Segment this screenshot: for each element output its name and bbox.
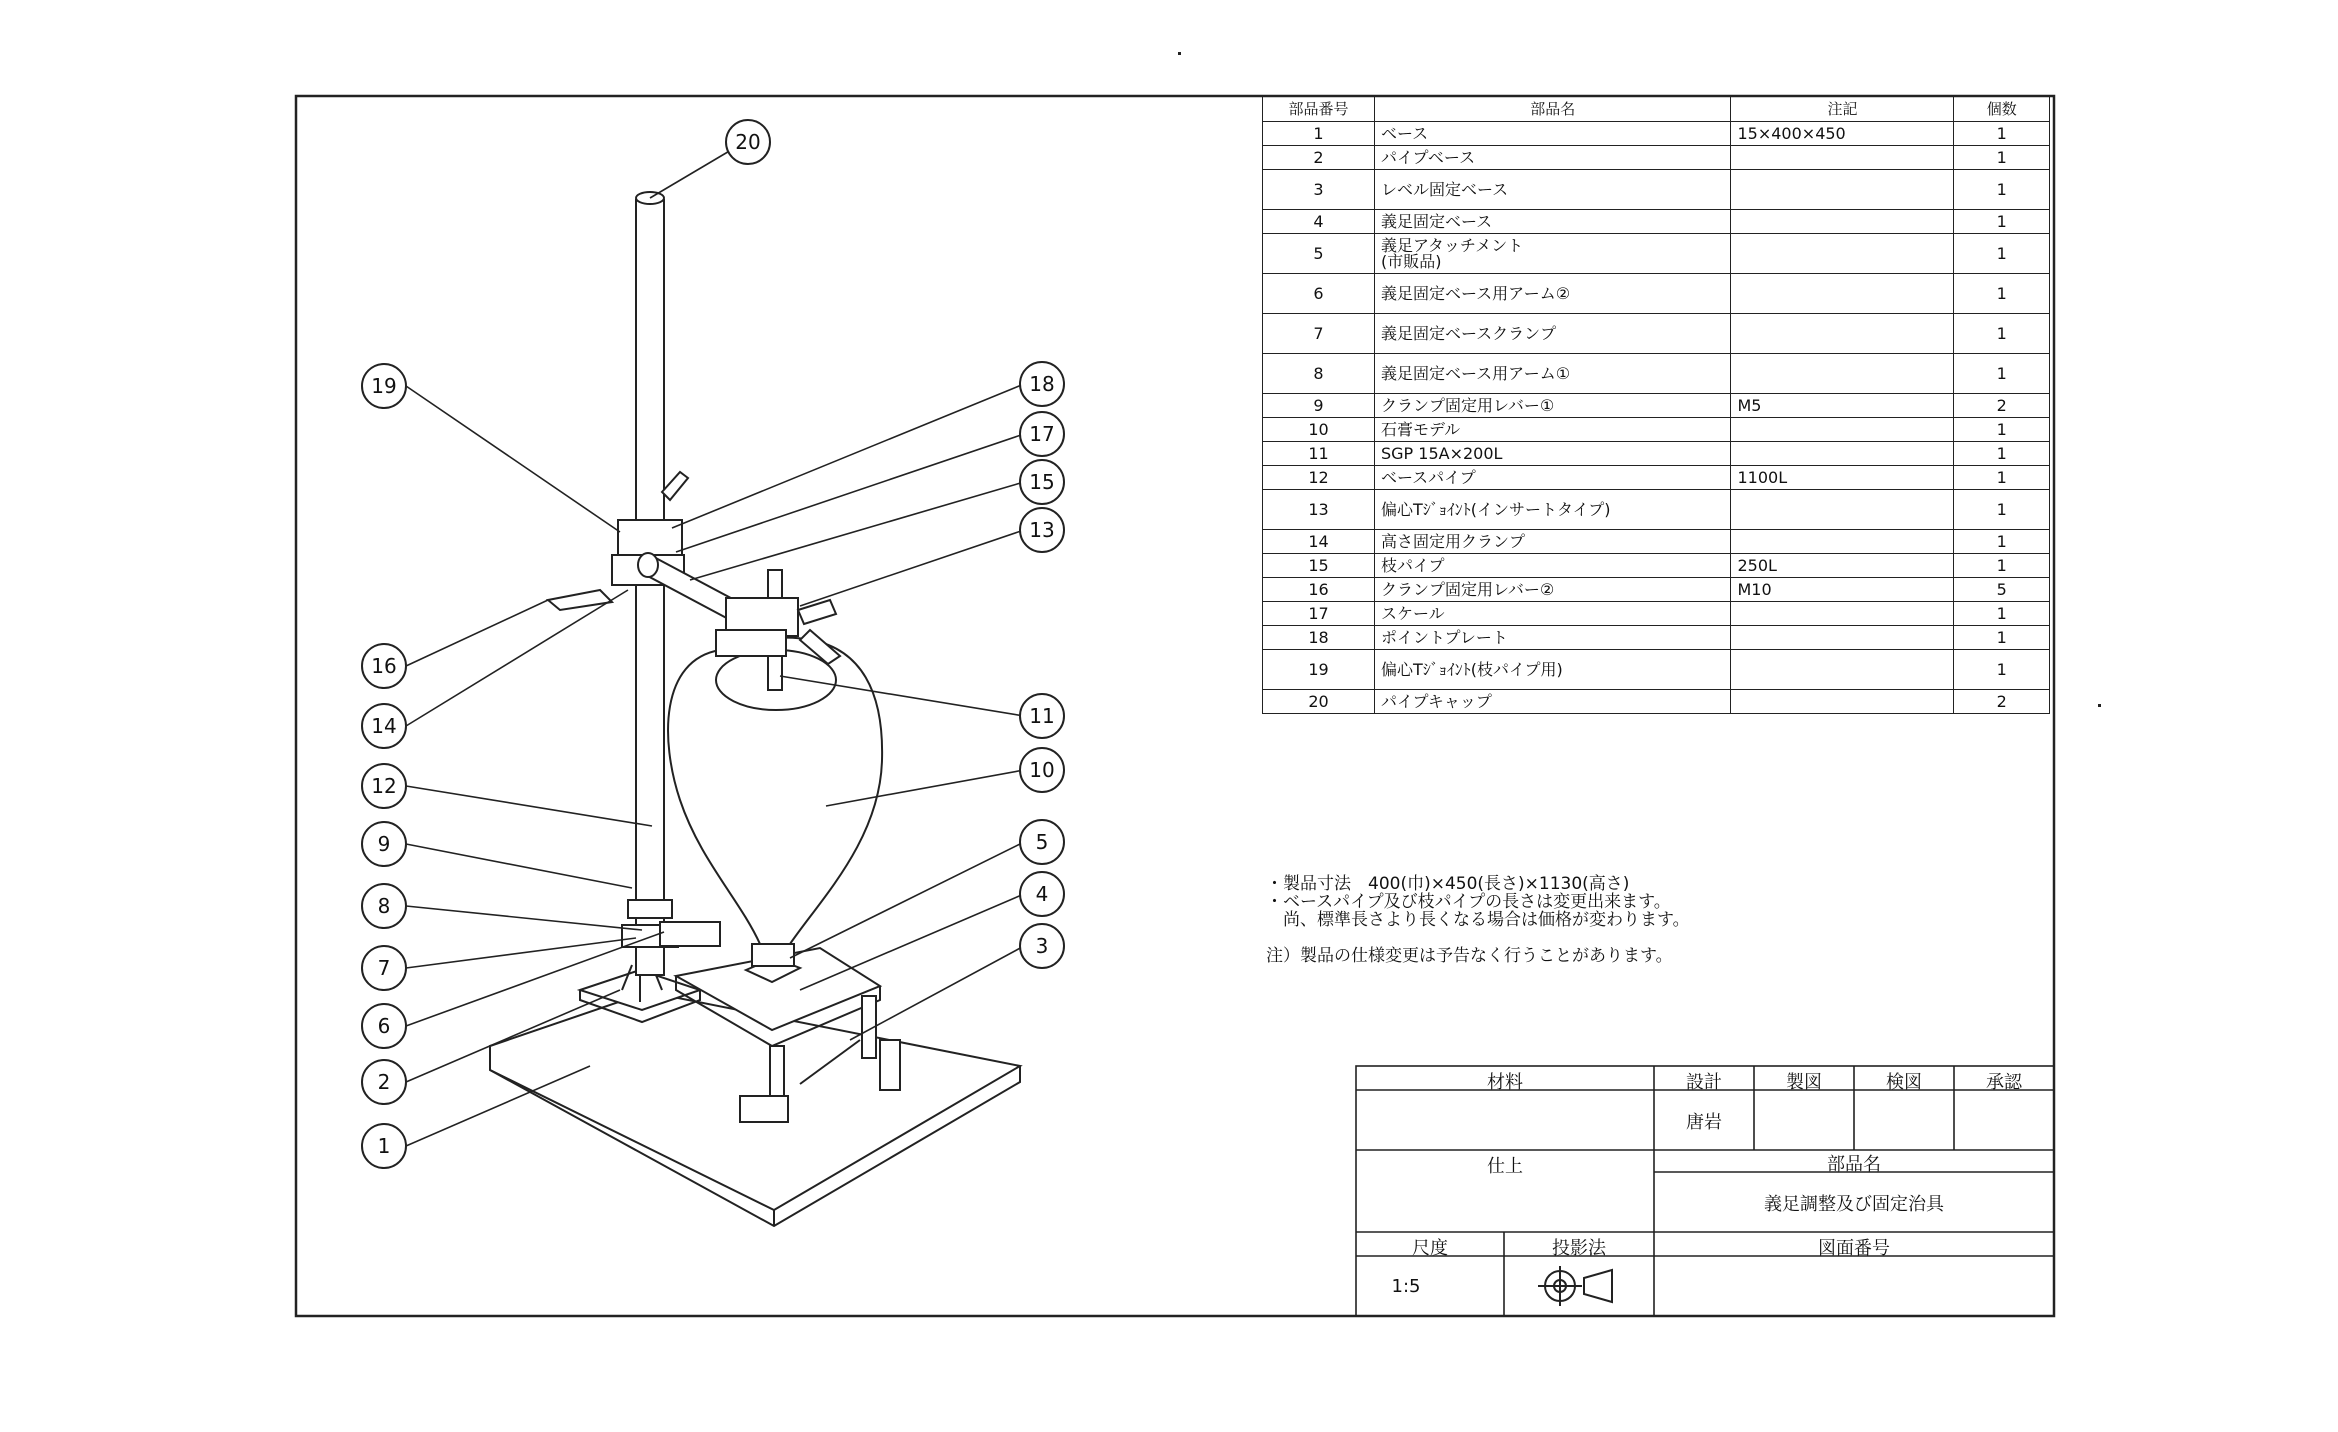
part-note-cell: 1100L bbox=[1731, 466, 1954, 490]
callout-8 bbox=[362, 884, 406, 928]
callout-2 bbox=[362, 1060, 406, 1104]
scale-value: 1:5 bbox=[1391, 1276, 1421, 1297]
part-qty-cell: 1 bbox=[1954, 554, 2050, 578]
speck bbox=[1178, 52, 1181, 55]
part-no-cell: 13 bbox=[1263, 490, 1375, 530]
callout-7-label: 7 bbox=[377, 956, 391, 980]
projection-label: 投影法 bbox=[1552, 1238, 1606, 1259]
part-name-cell: クランプ固定用レバー② bbox=[1374, 578, 1731, 602]
parts-table-row bbox=[1263, 274, 2050, 314]
parts-list-table bbox=[1262, 96, 2050, 714]
part-qty-cell: 2 bbox=[1954, 690, 2050, 714]
parts-table-row bbox=[1263, 578, 2050, 602]
part-note-cell bbox=[1731, 418, 1954, 442]
part-name-cell: 高さ固定用クランプ bbox=[1374, 530, 1731, 554]
note-dimensions: ・製品寸法 400(巾)×450(長さ)×1130(高さ) bbox=[1266, 874, 1630, 894]
part-qty-cell: 1 bbox=[1954, 490, 2050, 530]
title-block bbox=[1356, 1066, 2054, 1316]
header-part-no: 部品番号 bbox=[1263, 97, 1375, 122]
callout-11 bbox=[1020, 694, 1064, 738]
parts-table-row bbox=[1263, 418, 2050, 442]
approval-label: 承認 bbox=[1986, 1072, 2022, 1093]
part-note-cell bbox=[1731, 170, 1954, 210]
part-qty-cell: 1 bbox=[1954, 650, 2050, 690]
part-note-cell bbox=[1731, 234, 1954, 274]
callout-18 bbox=[1020, 362, 1064, 406]
callout-19-label: 19 bbox=[371, 374, 397, 398]
header-note: 注記 bbox=[1731, 97, 1954, 122]
callout-14-label: 14 bbox=[371, 714, 397, 738]
inspection-label: 検図 bbox=[1886, 1072, 1922, 1093]
callout-3 bbox=[1020, 924, 1064, 968]
part-name-cell: 偏心Tｼﾞｮｲﾝﾄ(インサートタイプ) bbox=[1374, 490, 1731, 530]
finish-label: 仕上 bbox=[1487, 1156, 1523, 1177]
parts-table-body bbox=[1263, 122, 2050, 714]
design-label: 設計 bbox=[1686, 1072, 1722, 1093]
part-no-cell: 11 bbox=[1263, 442, 1375, 466]
part-note-cell bbox=[1731, 274, 1954, 314]
parts-table-row bbox=[1263, 210, 2050, 234]
callout-13 bbox=[1020, 508, 1064, 552]
part-no-cell: 4 bbox=[1263, 210, 1375, 234]
callout-12 bbox=[362, 764, 406, 808]
part-qty-cell: 2 bbox=[1954, 394, 2050, 418]
part-note-cell bbox=[1731, 442, 1954, 466]
part-no-cell: 7 bbox=[1263, 314, 1375, 354]
part-no-cell: 1 bbox=[1263, 122, 1375, 146]
part-qty-cell: 1 bbox=[1954, 626, 2050, 650]
callout-9-label: 9 bbox=[377, 832, 391, 856]
part-qty-cell: 1 bbox=[1954, 530, 2050, 554]
part-qty-cell: 1 bbox=[1954, 354, 2050, 394]
part-name-cell: ポイントプレート bbox=[1374, 626, 1731, 650]
part-qty-cell: 1 bbox=[1954, 466, 2050, 490]
part-name-cell: レベル固定ベース bbox=[1374, 170, 1731, 210]
part-no-cell: 9 bbox=[1263, 394, 1375, 418]
part-note-cell bbox=[1731, 602, 1954, 626]
callout-4-label: 4 bbox=[1035, 882, 1049, 906]
callout-6-label: 6 bbox=[377, 1014, 391, 1038]
callout-2-label: 2 bbox=[377, 1070, 391, 1094]
part-name-cell: 義足固定ベース用アーム① bbox=[1374, 354, 1731, 394]
part-note-cell bbox=[1731, 626, 1954, 650]
part-no-cell: 14 bbox=[1263, 530, 1375, 554]
parts-table-row bbox=[1263, 530, 2050, 554]
parts-table-row bbox=[1263, 234, 2050, 274]
callout-15 bbox=[1020, 460, 1064, 504]
callout-16-label: 16 bbox=[371, 654, 397, 678]
callout-10-label: 10 bbox=[1029, 758, 1055, 782]
base-pipe bbox=[636, 200, 664, 975]
callout-3-label: 3 bbox=[1035, 934, 1049, 958]
part-no-cell: 5 bbox=[1263, 234, 1375, 274]
part-note-cell: M10 bbox=[1731, 578, 1954, 602]
part-name-label: 部品名 bbox=[1827, 1154, 1881, 1175]
part-name-cell: SGP 15A×200L bbox=[1374, 442, 1731, 466]
callout-14 bbox=[362, 704, 406, 748]
callout-15-label: 15 bbox=[1029, 470, 1055, 494]
part-no-cell: 18 bbox=[1263, 626, 1375, 650]
part-name-value: 義足調整及び固定治具 bbox=[1764, 1194, 1944, 1215]
part-name-cell: パイプキャップ bbox=[1374, 690, 1731, 714]
callout-1 bbox=[362, 1124, 406, 1168]
callout-17 bbox=[1020, 412, 1064, 456]
callout-17-label: 17 bbox=[1029, 422, 1055, 446]
part-name-cell: 義足固定ベース bbox=[1374, 210, 1731, 234]
part-no-cell: 19 bbox=[1263, 650, 1375, 690]
parts-table-row bbox=[1263, 122, 2050, 146]
part-qty-cell: 1 bbox=[1954, 418, 2050, 442]
part-no-cell: 3 bbox=[1263, 170, 1375, 210]
part-qty-cell: 1 bbox=[1954, 210, 2050, 234]
callout-10 bbox=[1020, 748, 1064, 792]
part-note-cell: M5 bbox=[1731, 394, 1954, 418]
parts-table-row bbox=[1263, 442, 2050, 466]
part-name-cell: パイプベース bbox=[1374, 146, 1731, 170]
note-spec-change: 注）製品の仕様変更は予告なく行うことがあります。 bbox=[1266, 946, 1673, 966]
part-no-cell: 20 bbox=[1263, 690, 1375, 714]
part-no-cell: 12 bbox=[1263, 466, 1375, 490]
callout-12-label: 12 bbox=[371, 774, 397, 798]
note-price-change: 尚、標準長さより長くなる場合は価格が変わります。 bbox=[1266, 910, 1690, 930]
part-note-cell bbox=[1731, 690, 1954, 714]
assembly-drawing bbox=[490, 192, 1020, 1226]
parts-table-row bbox=[1263, 146, 2050, 170]
material-label: 材料 bbox=[1487, 1072, 1523, 1093]
part-name-cell: 偏心Tｼﾞｮｲﾝﾄ(枝パイプ用) bbox=[1374, 650, 1731, 690]
parts-table-row bbox=[1263, 466, 2050, 490]
callout-5-label: 5 bbox=[1035, 830, 1049, 854]
callout-9 bbox=[362, 822, 406, 866]
part-no-cell: 2 bbox=[1263, 146, 1375, 170]
callout-7 bbox=[362, 946, 406, 990]
part-qty-cell: 1 bbox=[1954, 146, 2050, 170]
part-qty-cell: 1 bbox=[1954, 234, 2050, 274]
part-name-cell: 義足固定ベース用アーム② bbox=[1374, 274, 1731, 314]
drawing-no-label: 図面番号 bbox=[1818, 1238, 1890, 1259]
part-note-cell: 250L bbox=[1731, 554, 1954, 578]
part-qty-cell: 1 bbox=[1954, 602, 2050, 626]
part-note-cell bbox=[1731, 314, 1954, 354]
callout-20-label: 20 bbox=[735, 130, 761, 154]
part-no-cell: 16 bbox=[1263, 578, 1375, 602]
part-no-cell: 15 bbox=[1263, 554, 1375, 578]
parts-table-row bbox=[1263, 490, 2050, 530]
callout-19 bbox=[362, 364, 406, 408]
parts-table-row bbox=[1263, 394, 2050, 418]
part-no-cell: 8 bbox=[1263, 354, 1375, 394]
parts-table-row bbox=[1263, 554, 2050, 578]
parts-table-row bbox=[1263, 650, 2050, 690]
header-qty: 個数 bbox=[1954, 97, 2050, 122]
drafting-label: 製図 bbox=[1786, 1072, 1822, 1093]
parts-table-row bbox=[1263, 354, 2050, 394]
part-qty-cell: 5 bbox=[1954, 578, 2050, 602]
part-note-cell bbox=[1731, 650, 1954, 690]
part-qty-cell: 1 bbox=[1954, 314, 2050, 354]
part-name-cell: 義足アタッチメント (市販品) bbox=[1374, 234, 1731, 274]
part-name-cell: 義足固定ベースクランプ bbox=[1374, 314, 1731, 354]
callout-16 bbox=[362, 644, 406, 688]
part-note-cell bbox=[1731, 530, 1954, 554]
header-part-name: 部品名 bbox=[1374, 97, 1731, 122]
callout-1-label: 1 bbox=[377, 1134, 391, 1158]
part-name-cell: 石膏モデル bbox=[1374, 418, 1731, 442]
callout-4 bbox=[1020, 872, 1064, 916]
part-note-cell bbox=[1731, 146, 1954, 170]
part-name-cell: ベースパイプ bbox=[1374, 466, 1731, 490]
part-no-cell: 17 bbox=[1263, 602, 1375, 626]
callout-8-label: 8 bbox=[377, 894, 391, 918]
part-note-cell bbox=[1731, 210, 1954, 234]
designer-name: 唐岩 bbox=[1686, 1112, 1722, 1133]
speck bbox=[2098, 704, 2101, 707]
parts-table-header bbox=[1263, 97, 2050, 122]
scale-label: 尺度 bbox=[1412, 1238, 1448, 1259]
note-length-change: ・ベースパイプ及び枝パイプの長さは変更出来ます。 bbox=[1266, 892, 1671, 912]
callout-6 bbox=[362, 1004, 406, 1048]
part-name-cell: スケール bbox=[1374, 602, 1731, 626]
part-note-cell bbox=[1731, 354, 1954, 394]
part-name-cell: 枝パイプ bbox=[1374, 554, 1731, 578]
part-note-cell: 15×400×450 bbox=[1731, 122, 1954, 146]
part-qty-cell: 1 bbox=[1954, 274, 2050, 314]
part-name-cell: ベース bbox=[1374, 122, 1731, 146]
part-qty-cell: 1 bbox=[1954, 122, 2050, 146]
callout-5 bbox=[1020, 820, 1064, 864]
callout-11-label: 11 bbox=[1029, 704, 1055, 728]
callout-13-label: 13 bbox=[1029, 518, 1055, 542]
part-qty-cell: 1 bbox=[1954, 442, 2050, 466]
part-note-cell bbox=[1731, 490, 1954, 530]
part-name-cell: クランプ固定用レバー① bbox=[1374, 394, 1731, 418]
part-qty-cell: 1 bbox=[1954, 170, 2050, 210]
part-no-cell: 6 bbox=[1263, 274, 1375, 314]
callout-18-label: 18 bbox=[1029, 372, 1055, 396]
callout-20 bbox=[726, 120, 770, 164]
parts-table-row bbox=[1263, 626, 2050, 650]
parts-table-row bbox=[1263, 314, 2050, 354]
part-no-cell: 10 bbox=[1263, 418, 1375, 442]
product-notes bbox=[1266, 875, 1690, 965]
parts-table-row bbox=[1263, 170, 2050, 210]
parts-table-row bbox=[1263, 602, 2050, 626]
parts-table-row bbox=[1263, 690, 2050, 714]
